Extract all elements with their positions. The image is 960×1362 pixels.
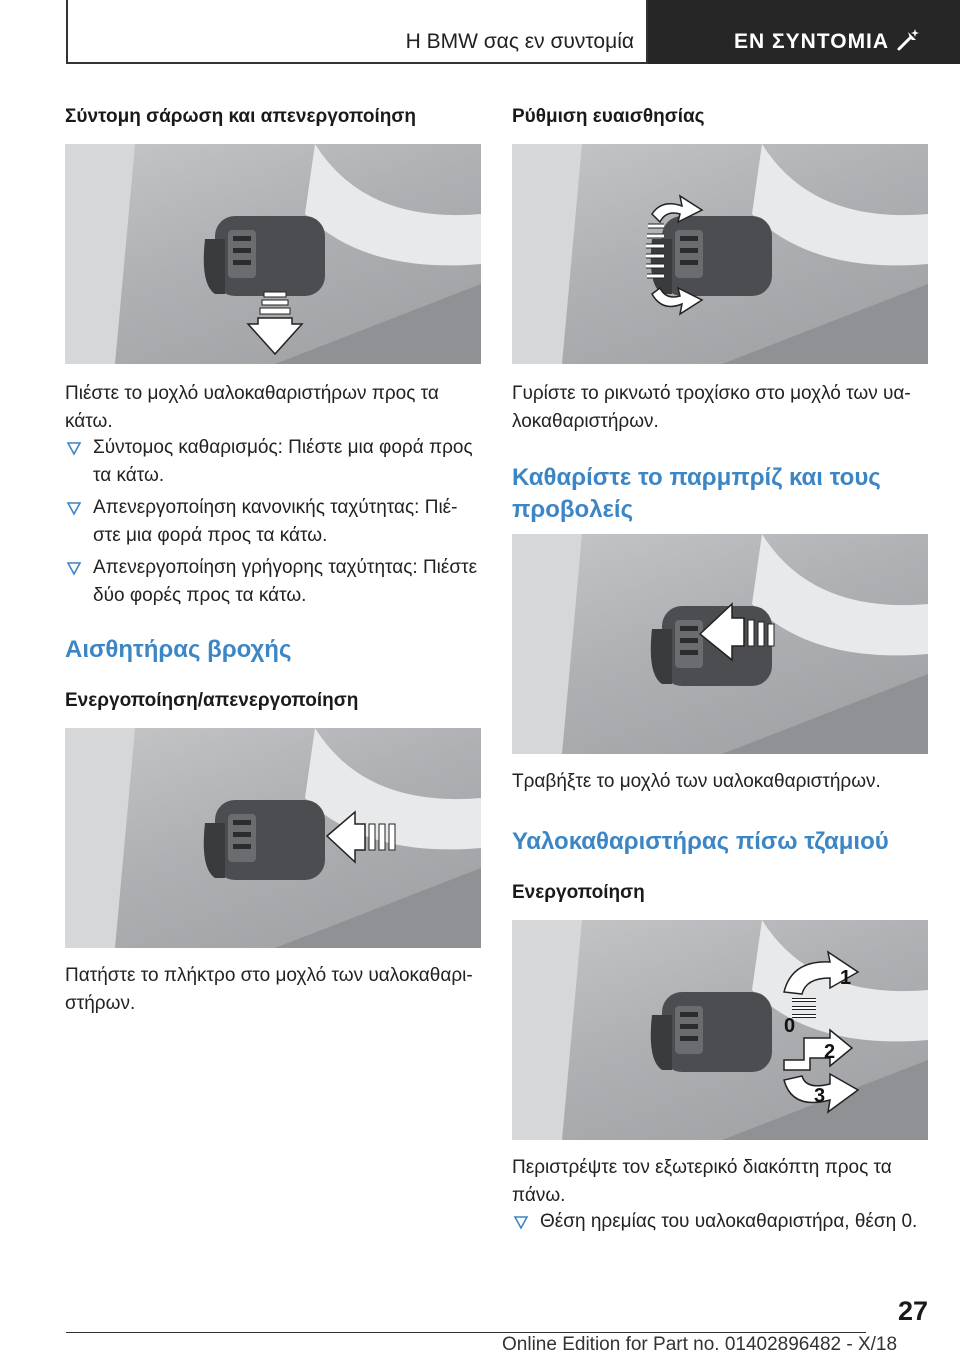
bullet-text: Θέση ηρεμίας του υαλοκαθαριστήρα, θέση 0.	[540, 1211, 918, 1232]
figure-lever-button-press	[65, 728, 481, 948]
caption-turn-wheel: Γυρίστε το ρικνωτό τροχίσκο στο μοχλό των υα‐ λοκαθαριστήρων.	[512, 383, 911, 432]
subhead-short-wipe: Σύντομη σάρωση και απενεργοποίηση	[65, 106, 416, 127]
footer-edition: Online Edition for Part no. 01402896482 - X/18	[502, 1334, 898, 1355]
caption-pull-lever: Τραβήξτε το μοχλό των υαλοκαθαριστήρων.	[512, 771, 881, 792]
figure-lever-pull	[512, 534, 928, 754]
heading-rear-wiper: Υαλοκαθαριστήρας πίσω τζαμιού	[512, 828, 889, 855]
position-label-0: 0	[784, 1015, 796, 1037]
bullet-text: Απενεργοποίηση γρήγορης ταχύτητας: Πιέστε δύο φορές προς τα κάτω.	[93, 557, 478, 606]
figure-rear-wiper-switch	[512, 920, 928, 1140]
heading-clean-windshield: Καθαρίστε το παρμπρίζ και τους προβολείς	[512, 464, 881, 523]
bullet-triangle-icon	[66, 494, 82, 522]
bullet-rest-position	[512, 1208, 928, 1236]
bullet-triangle-icon	[66, 434, 82, 462]
header-title: Η BMW σας εν συντομία	[405, 30, 634, 53]
bullet-normal-speed-off	[65, 494, 481, 550]
bullet-text: Απενεργοποίηση κανονικής ταχύτητας: Πιέ‐ στε μια φορά προς τα κάτω.	[93, 497, 458, 546]
bullet-triangle-icon	[66, 554, 82, 582]
down-arrow-icon	[248, 292, 302, 354]
figure-lever-push-down	[65, 144, 481, 364]
position-label-3: 3	[814, 1085, 826, 1107]
subhead-activate: Ενεργοποίηση	[512, 882, 645, 903]
header-title-box	[66, 0, 648, 64]
bullet-short-wipe	[65, 434, 481, 490]
bullet-text: Σύντομος καθαρισμός: Πιέστε μια φορά προς τα κάτω.	[93, 437, 473, 486]
figure-lever-wheel-turn	[512, 144, 928, 364]
footer-divider	[66, 1332, 866, 1333]
bullet-fast-speed-off	[65, 554, 481, 610]
heading-rain-sensor: Αισθητήρας βροχής	[65, 636, 292, 663]
page-number: 27	[898, 1296, 929, 1326]
bullet-triangle-icon	[513, 1208, 529, 1236]
caption-push-down: Πιέστε το μοχλό υαλοκαθαριστήρων προς τα κάτω.	[65, 383, 439, 432]
caption-rotate-switch: Περιστρέψτε τον εξωτερικό διακόπτη προς τα πάνω.	[512, 1157, 892, 1206]
chapter-tab[interactable]	[648, 0, 960, 64]
chapter-tab-label: ΕΝ ΣΥΝΤΟΜΙΑ	[734, 30, 890, 53]
position-label-1: 1	[840, 967, 852, 989]
subhead-activate-deactivate: Ενεργοποίηση/απενεργοποίηση	[65, 690, 359, 711]
position-label-2: 2	[824, 1041, 836, 1063]
wrench-sparkle-icon	[896, 26, 922, 52]
caption-press-button: Πατήστε το πλήκτρο στο μοχλό των υαλοκαθαρι‐ στήρων.	[65, 965, 473, 1014]
subhead-sensitivity: Ρύθμιση ευαισθησίας	[512, 106, 705, 127]
